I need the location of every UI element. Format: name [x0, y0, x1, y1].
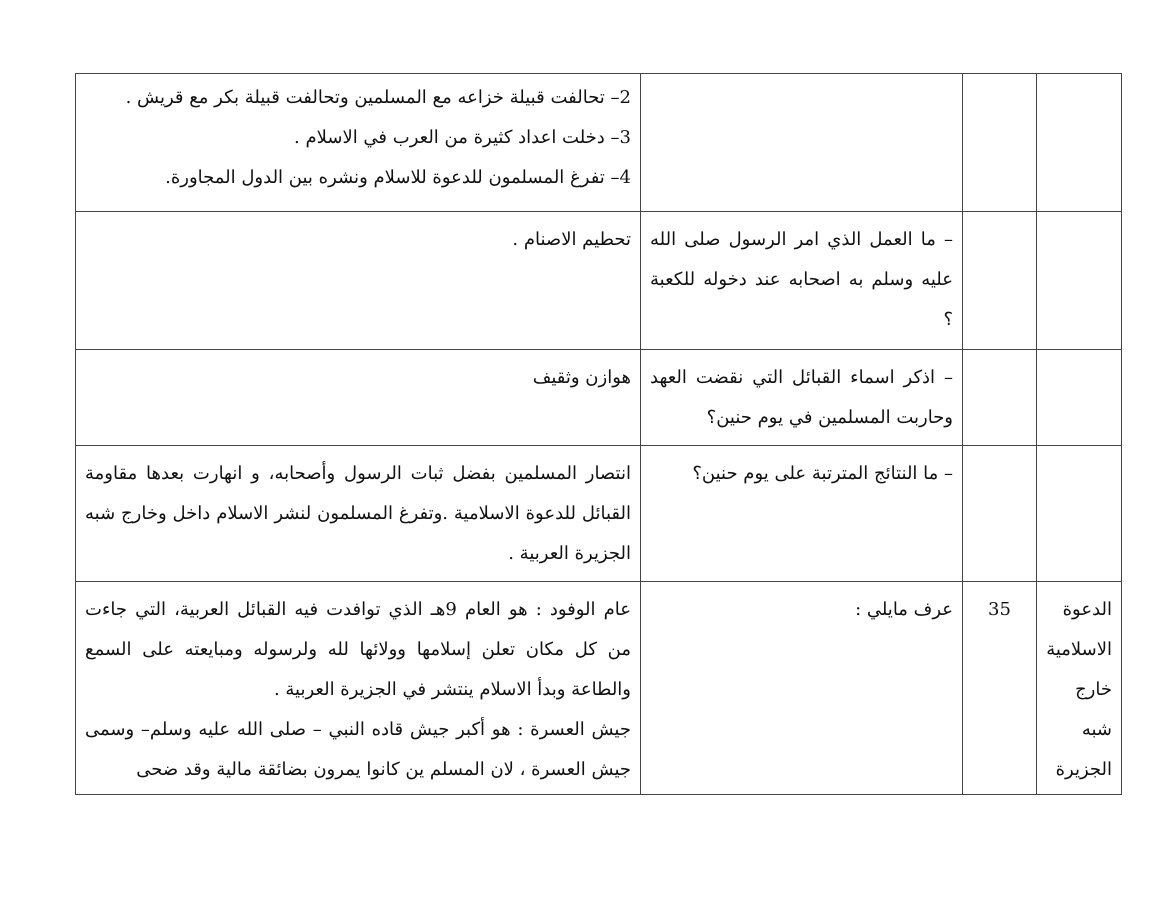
answer-text: هوازن وثقيف	[532, 367, 631, 388]
topic-line: الجزيرة	[1055, 759, 1112, 780]
number-cell	[963, 74, 1037, 212]
answer-cell	[76, 212, 641, 350]
answer-paragraph: عام الوفود : هو العام 9هـ الذي توافدت فيه القبائل العربية، التي جاءت من كل مكان تعلن إسلامها وولائها لله ولرسوله ومبايعته على السمع والطاعة وبدأ الاسلام ينتشر في الجزيرة العربية .	[85, 599, 631, 700]
table-row	[76, 582, 1122, 795]
topic-cell	[1037, 446, 1122, 582]
question-cell	[641, 212, 963, 350]
topic-cell	[1037, 212, 1122, 350]
table-row	[76, 74, 1122, 212]
lesson-table	[75, 73, 1122, 795]
number-cell: 35	[963, 582, 1037, 795]
answer-line: 3– دخلت اعداد كثيرة من العرب في الاسلام .	[294, 127, 631, 148]
question-text: عرف مايلي :	[855, 599, 953, 620]
topic-line: خارج	[1075, 679, 1112, 700]
topic-cell	[1037, 74, 1122, 212]
answer-cell	[76, 74, 641, 212]
answer-text: انتصار المسلمين بفضل ثبات الرسول وأصحابه، و انهارت بعدها مقاومة القبائل للدعوة الاسلامية .وتفرغ المسلمون لنشر الاسلام داخل وخارج شبه الجزيرة العربية .	[85, 463, 631, 564]
topic-line: الاسلامية	[1046, 639, 1112, 660]
question-cell	[641, 582, 963, 795]
topic-line: الدعوة	[1062, 599, 1112, 620]
question-cell	[641, 350, 963, 446]
number-cell	[963, 446, 1037, 582]
question-text: – اذكر اسماء القبائل التي نقضت العهد وحاربت المسلمين في يوم حنين؟	[650, 367, 953, 428]
question-cell	[641, 74, 963, 212]
answer-cell	[76, 582, 641, 795]
answer-cell	[76, 446, 641, 582]
answer-line: 2– تحالفت قبيلة خزاعه مع المسلمين وتحالفت قبيلة بكر مع قريش .	[125, 87, 631, 108]
topic-line: شبه	[1081, 719, 1112, 740]
table-row	[76, 350, 1122, 446]
question-text: – ما النتائج المترتبة على يوم حنين؟	[692, 463, 953, 484]
table-row	[76, 446, 1122, 582]
topic-cell	[1037, 582, 1122, 795]
topic-cell	[1037, 350, 1122, 446]
answer-cell	[76, 350, 641, 446]
question-text: – ما العمل الذي امر الرسول صلى الله عليه وسلم به اصحابه عند دخوله للكعبة ؟	[650, 229, 953, 330]
answer-paragraph: جيش العسرة : هو أكبر جيش قاده النبي – صلى الله عليه وسلم– وسمى جيش العسرة ، لان المسلم ين كانوا يمرون بضائقة مالية وقد ضحى	[85, 719, 631, 780]
number-cell	[963, 350, 1037, 446]
number-cell	[963, 212, 1037, 350]
table-row	[76, 212, 1122, 350]
answer-text: تحطيم الاصنام .	[512, 229, 631, 250]
answer-line: 4– تفرغ المسلمون للدعوة للاسلام ونشره بين الدول المجاورة.	[165, 167, 631, 188]
question-cell	[641, 446, 963, 582]
